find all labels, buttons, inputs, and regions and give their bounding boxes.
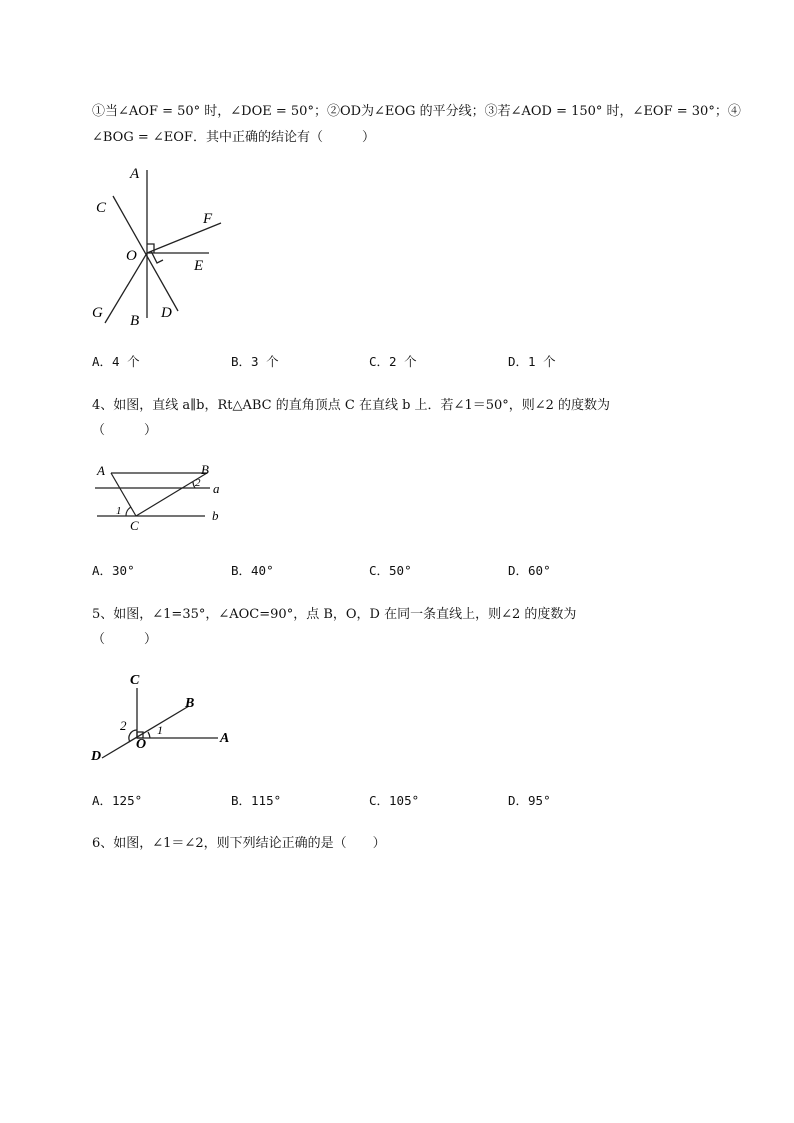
q5-option-d[interactable]: D．95°: [508, 793, 551, 808]
q4-option-c[interactable]: C．50°: [369, 563, 412, 578]
q5-options: [92, 791, 692, 809]
q3-figure: [88, 160, 228, 330]
q4-label-line-a: a: [213, 481, 220, 496]
q4-label-1: 1: [116, 505, 122, 517]
q3-statement-line1: ①当∠AOF = 50° 时，∠DOE = 50°；②OD为∠EOG 的平分线；③若∠AOD = 150° 时，∠EOF = 30°；④: [92, 104, 741, 119]
q5-angle-1-arc: [148, 732, 150, 738]
q5-figure: [88, 670, 238, 765]
q5-option-a[interactable]: A．125°: [92, 793, 143, 808]
q5-label-b: B: [185, 696, 195, 711]
q3-label-o: O: [126, 248, 137, 264]
q3-options: [92, 352, 692, 370]
q3-label-f: F: [203, 211, 213, 227]
q5-label-c: C: [130, 673, 140, 688]
q5-option-c[interactable]: C．105°: [369, 793, 420, 808]
q4-option-a[interactable]: A．30°: [92, 563, 135, 578]
q3-label-b: B: [130, 313, 140, 329]
q5-label-o: O: [136, 737, 147, 752]
q3-label-d: D: [161, 305, 172, 321]
q3-option-d[interactable]: D．1 个: [508, 354, 556, 369]
q3-option-a[interactable]: A．4 个: [92, 354, 140, 369]
q3-option-c[interactable]: C．2 个: [369, 354, 417, 369]
q5-label-a: A: [220, 731, 230, 746]
q4-segment-ac: [111, 473, 136, 516]
q5-label-1: 1: [157, 723, 163, 737]
q5-label-d: D: [91, 749, 102, 764]
q5-statement-line2: （ ）: [92, 632, 158, 647]
q4-label-a: A: [97, 463, 105, 478]
q4-option-d[interactable]: D．60°: [508, 563, 551, 578]
q5-statement-line1: 5、如图，∠1=35°，∠AOC=90°，点 B，O，D 在同一条直线上，则∠2 的度数为: [92, 607, 577, 622]
q5-label-2: 2: [120, 718, 127, 733]
q4-label-b: B: [201, 462, 209, 477]
q6-statement-line1: 6、如图，∠1＝∠2，则下列结论正确的是（ ）: [92, 836, 386, 851]
q4-figure: [92, 460, 232, 535]
q3-label-a: A: [130, 166, 140, 182]
q4-option-b[interactable]: B．40°: [231, 563, 274, 578]
q3-statement-line2: ∠BOG = ∠EOF．其中正确的结论有（ ）: [92, 130, 375, 145]
q4-options: [92, 561, 692, 579]
q4-angle-1-arc: [126, 507, 131, 516]
q4-label-c: C: [130, 518, 139, 533]
q5-option-b[interactable]: B．115°: [231, 793, 282, 808]
q4-statement-line2: （ ）: [92, 423, 158, 438]
q3-ray-of: [147, 223, 221, 253]
q3-option-b[interactable]: B．3 个: [231, 354, 279, 369]
q4-label-2: 2: [195, 477, 201, 489]
q3-label-g: G: [92, 305, 103, 321]
q4-statement-line1: 4、如图，直线 a∥b，Rt△ABC 的直角顶点 C 在直线 b 上．若∠1＝50°，则∠2 的度数为: [92, 398, 611, 413]
q3-label-e: E: [194, 258, 204, 274]
q4-label-line-b: b: [212, 508, 219, 523]
q3-label-c: C: [96, 200, 107, 216]
